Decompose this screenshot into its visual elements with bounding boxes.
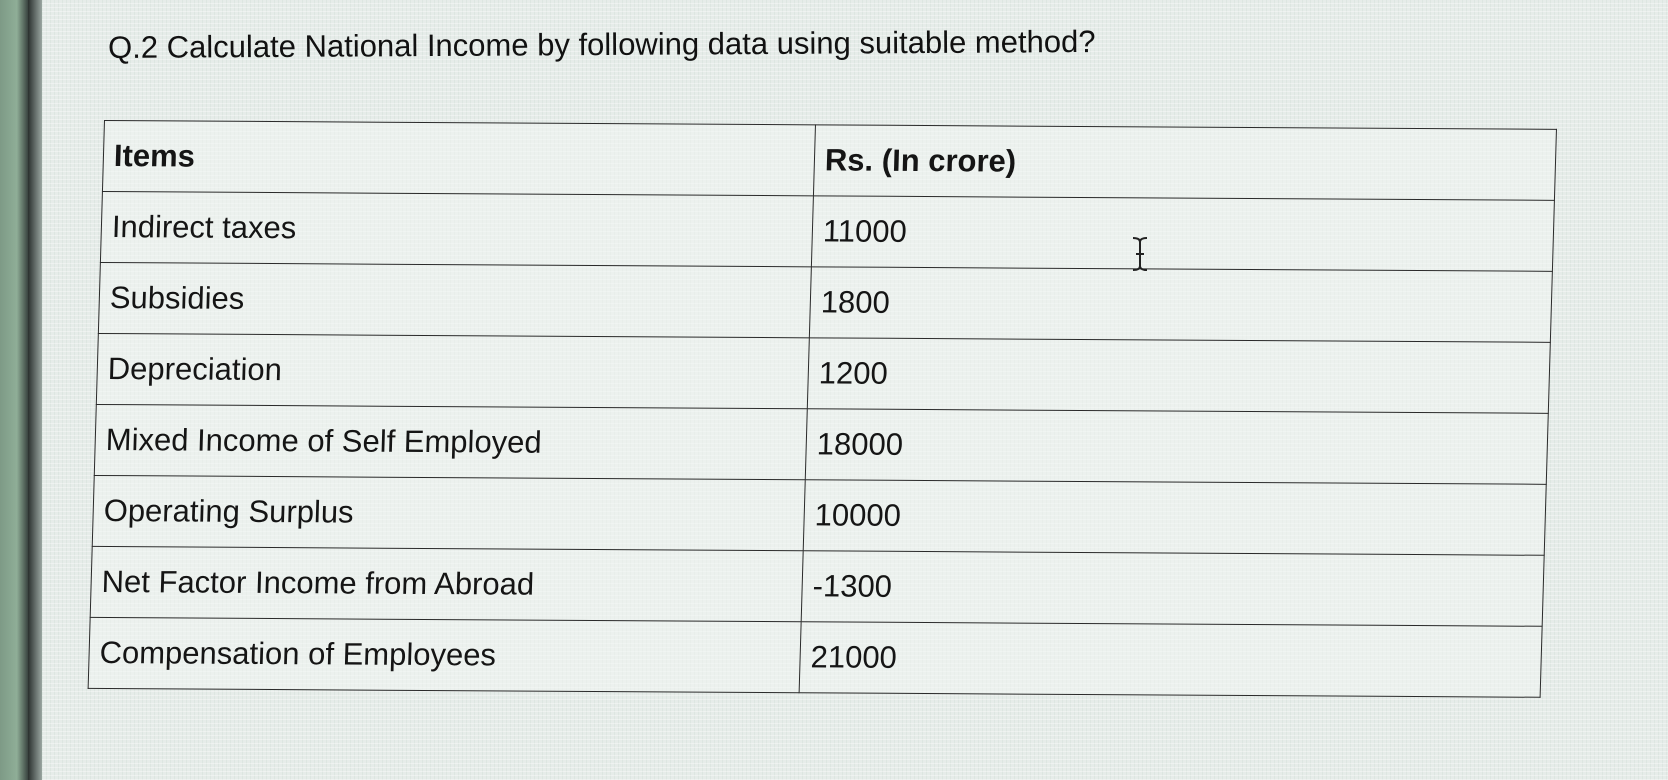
row-value: 1200 bbox=[807, 338, 1550, 414]
income-data-table bbox=[88, 120, 1557, 698]
question-title: Q.2 Calculate National Income by following data using suitable method? bbox=[108, 23, 1096, 65]
row-value: 10000 bbox=[803, 480, 1546, 556]
row-value: 21000 bbox=[799, 622, 1542, 698]
row-item-label: Depreciation bbox=[96, 333, 809, 408]
header-amount: Rs. (In crore) bbox=[813, 125, 1556, 201]
row-item-label: Mixed Income of Self Employed bbox=[94, 404, 807, 479]
table-row bbox=[90, 546, 1544, 626]
table-row bbox=[92, 475, 1546, 555]
monitor-bezel bbox=[0, 0, 28, 780]
table-row bbox=[96, 333, 1550, 413]
header-items: Items bbox=[102, 121, 815, 196]
table-container bbox=[88, 120, 1557, 698]
row-item-label: Compensation of Employees bbox=[88, 617, 801, 692]
row-value: -1300 bbox=[801, 551, 1544, 627]
table-row bbox=[88, 617, 1542, 697]
row-value: 1800 bbox=[809, 267, 1552, 343]
table-header-row bbox=[102, 121, 1556, 201]
table-row bbox=[98, 262, 1552, 342]
row-value: 18000 bbox=[805, 409, 1548, 485]
row-item-label: Operating Surplus bbox=[92, 475, 805, 550]
document-screen bbox=[42, 0, 1668, 780]
row-item-label: Net Factor Income from Abroad bbox=[90, 546, 803, 621]
row-item-label: Indirect taxes bbox=[100, 191, 813, 266]
row-item-label: Subsidies bbox=[98, 262, 811, 337]
table-row bbox=[100, 191, 1554, 271]
table-row bbox=[94, 404, 1548, 484]
monitor-shadow bbox=[28, 0, 42, 780]
text-cursor-icon bbox=[1130, 236, 1150, 272]
row-value: 11000 bbox=[811, 196, 1554, 272]
